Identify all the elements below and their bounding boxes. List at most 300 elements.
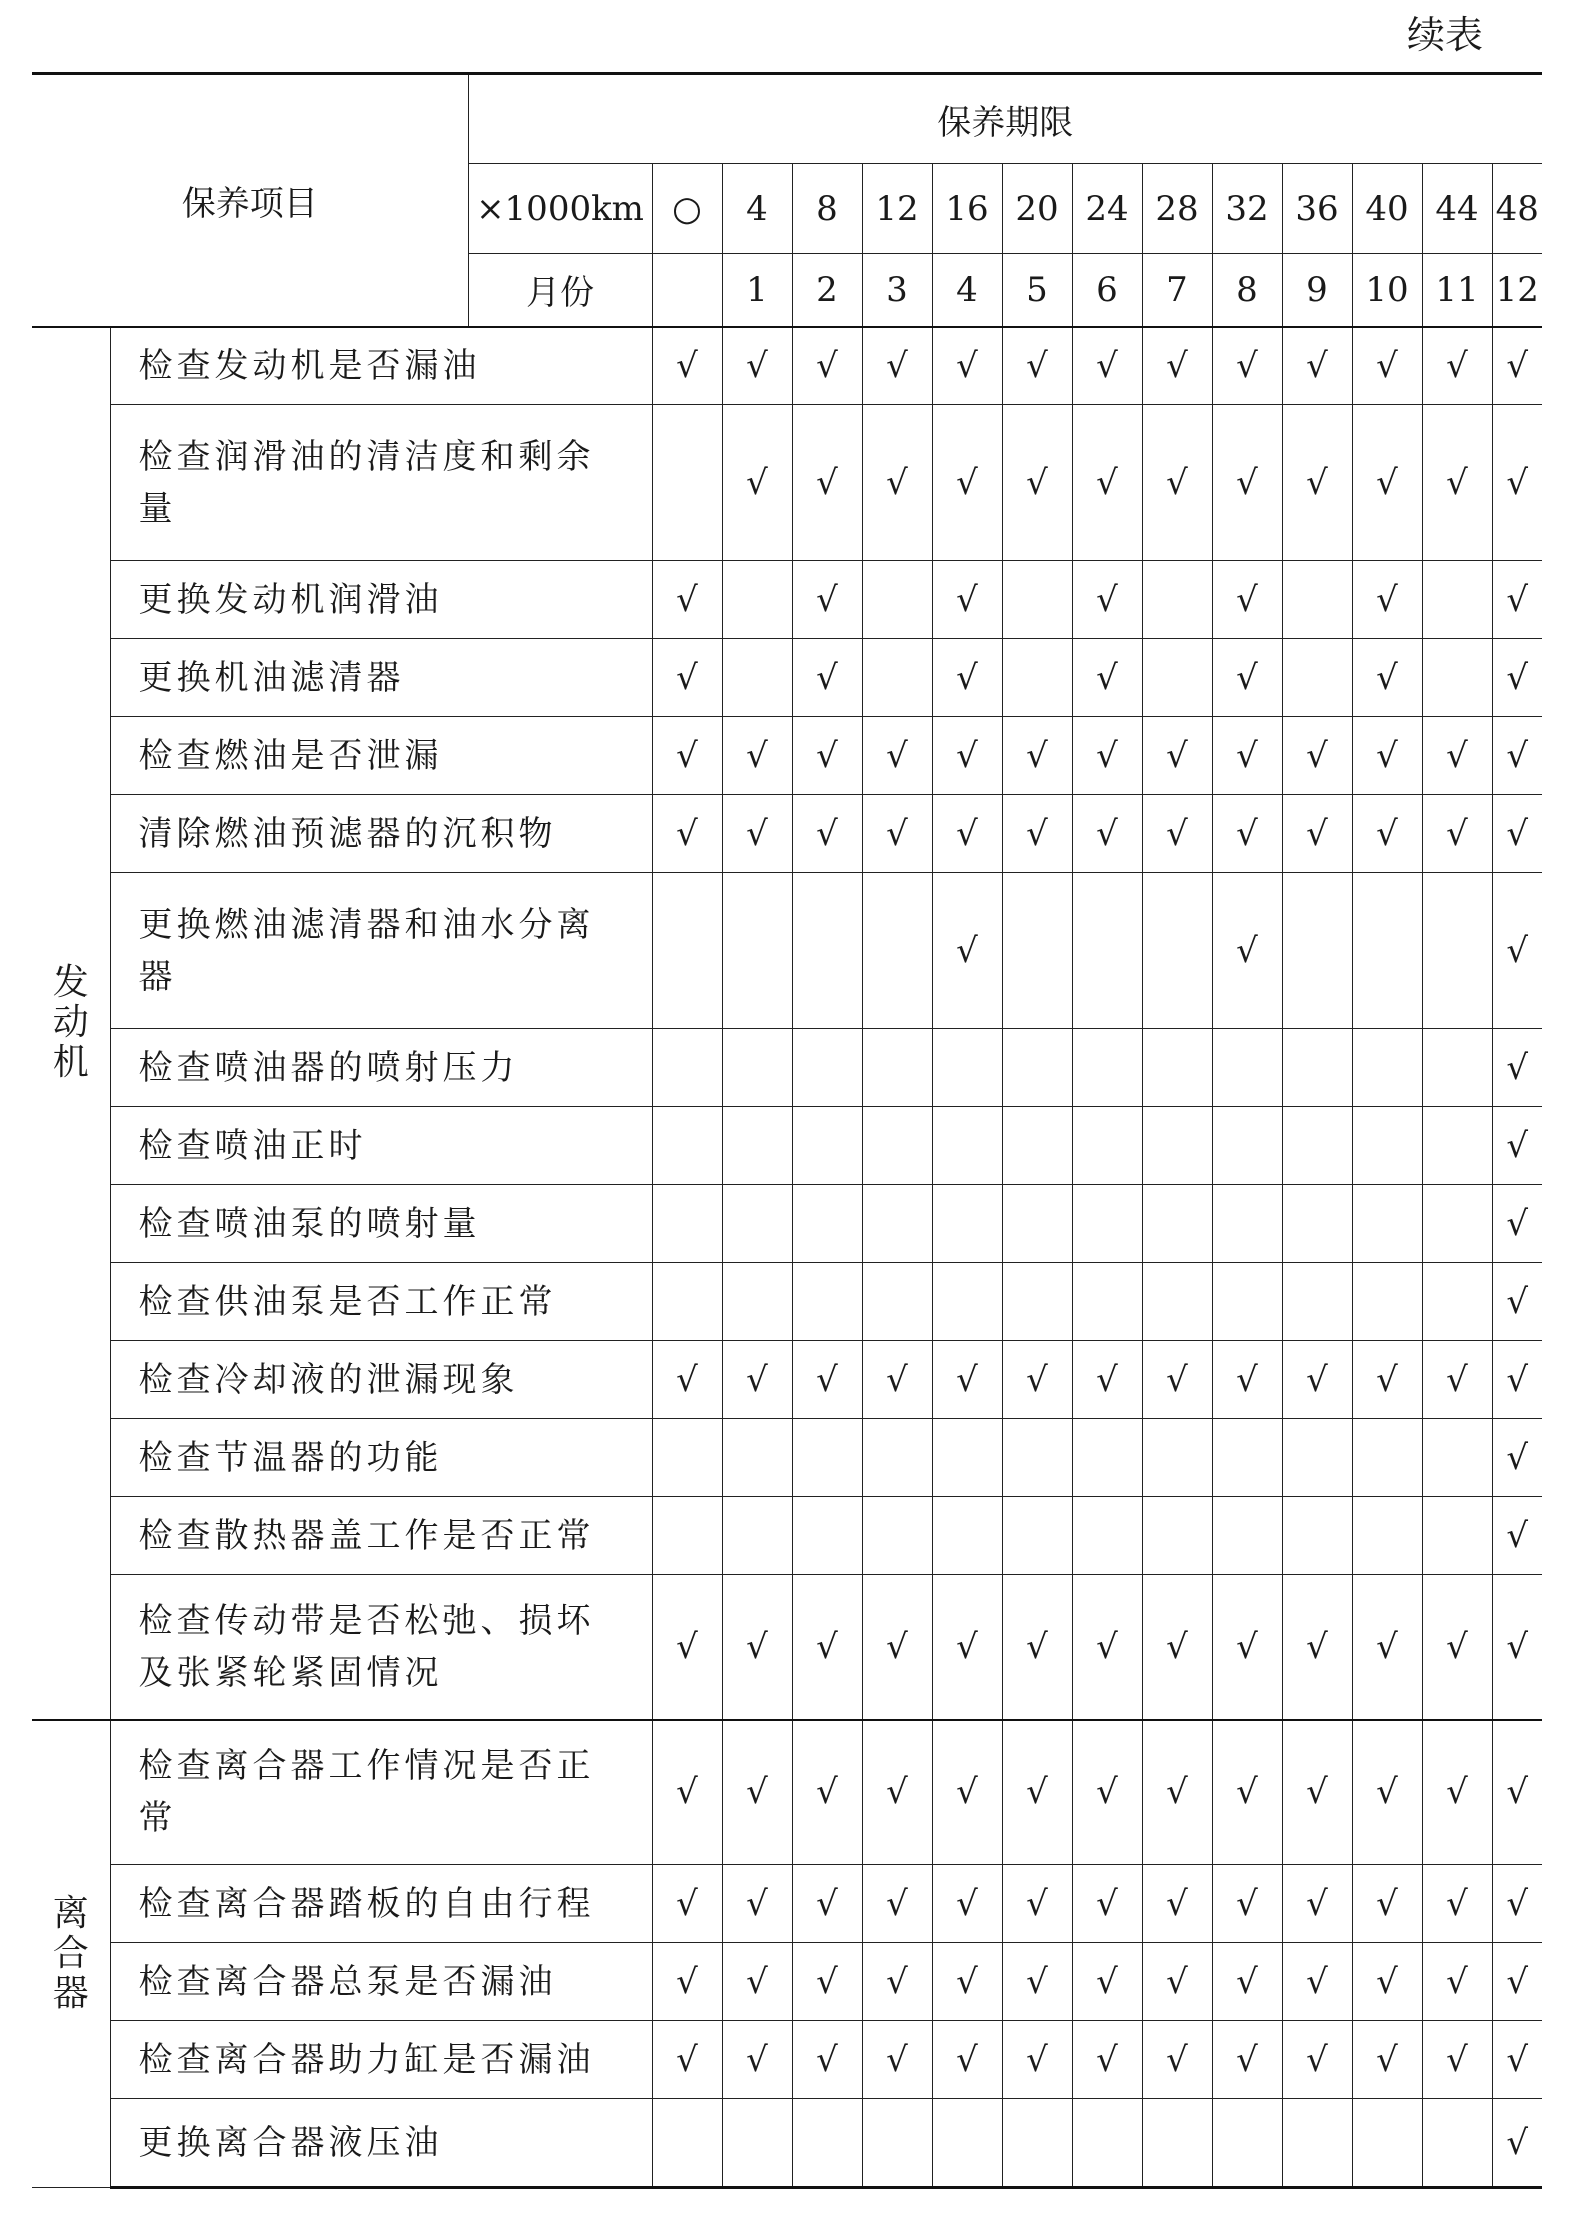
check-mark-cell: √ (1212, 405, 1282, 561)
check-mark-cell: √ (792, 717, 862, 795)
check-mark-cell: √ (1142, 327, 1212, 405)
check-mark-cell: √ (932, 327, 1002, 405)
check-mark-cell: √ (722, 2021, 792, 2099)
table-row (32, 795, 1542, 873)
km-value-cell: ○ (652, 164, 722, 254)
period-header-cell: 保养期限 (468, 74, 1542, 164)
empty-cell (1282, 1419, 1352, 1497)
empty-cell (1422, 1029, 1492, 1107)
check-mark-cell: √ (1352, 795, 1422, 873)
check-mark-cell: √ (1142, 1341, 1212, 1419)
check-mark-cell: √ (1002, 327, 1072, 405)
check-mark-cell: √ (1492, 1107, 1542, 1185)
table-row (32, 561, 1542, 639)
item-header-cell: 保养项目 (32, 74, 468, 327)
empty-cell (1002, 1185, 1072, 1263)
empty-cell (932, 2099, 1002, 2188)
check-mark-cell: √ (1212, 717, 1282, 795)
category-cell (32, 327, 110, 1720)
km-value-cell: 28 (1142, 164, 1212, 254)
table-row (32, 717, 1542, 795)
empty-cell (652, 1185, 722, 1263)
check-mark-cell: √ (722, 1943, 792, 2021)
check-mark-cell: √ (862, 1943, 932, 2021)
empty-cell (1142, 561, 1212, 639)
check-mark-cell: √ (1212, 1865, 1282, 1943)
check-mark-cell: √ (932, 2021, 1002, 2099)
check-mark-cell: √ (652, 1341, 722, 1419)
check-mark-cell: √ (1212, 639, 1282, 717)
empty-cell (1352, 2099, 1422, 2188)
check-mark-cell: √ (722, 795, 792, 873)
empty-cell (1212, 1497, 1282, 1575)
maintenance-item-cell: 更换燃油滤清器和油水分离器 (110, 873, 652, 1029)
check-mark-cell: √ (1212, 873, 1282, 1029)
check-mark-cell: √ (1072, 1943, 1142, 2021)
category-label: 发动机 (52, 962, 89, 1083)
check-mark-cell: √ (1352, 1943, 1422, 2021)
maintenance-item-cell: 更换机油滤清器 (110, 639, 652, 717)
empty-cell (862, 873, 932, 1029)
check-mark-cell: √ (932, 639, 1002, 717)
empty-cell (1282, 1185, 1352, 1263)
check-mark-cell: √ (1282, 327, 1352, 405)
empty-cell (652, 1107, 722, 1185)
check-mark-cell: √ (1422, 405, 1492, 561)
month-value-cell: 1 (722, 254, 792, 327)
empty-cell (862, 1419, 932, 1497)
table-row (32, 2021, 1542, 2099)
empty-cell (1002, 639, 1072, 717)
check-mark-cell: √ (652, 1943, 722, 2021)
empty-cell (1072, 1185, 1142, 1263)
continued-caption: 续表 (1406, 13, 1483, 57)
check-mark-cell: √ (1492, 561, 1542, 639)
month-label: 月份 (468, 254, 652, 327)
empty-cell (862, 1185, 932, 1263)
km-value-cell: 44 (1422, 164, 1492, 254)
check-mark-cell: √ (1492, 1943, 1542, 2021)
check-mark-cell: √ (1002, 1575, 1072, 1720)
check-mark-cell: √ (932, 1943, 1002, 2021)
check-mark-cell: √ (792, 2021, 862, 2099)
empty-cell (1282, 561, 1352, 639)
empty-cell (862, 2099, 932, 2188)
empty-cell (1142, 639, 1212, 717)
empty-cell (932, 1107, 1002, 1185)
empty-cell (1282, 2099, 1352, 2188)
check-mark-cell: √ (1072, 639, 1142, 717)
check-mark-cell: √ (1422, 1575, 1492, 1720)
maintenance-item-cell: 更换离合器液压油 (110, 2099, 652, 2188)
empty-cell (722, 1029, 792, 1107)
maintenance-item-cell: 检查发动机是否漏油 (110, 327, 652, 405)
check-mark-cell: √ (1212, 1341, 1282, 1419)
table-row (32, 873, 1542, 1029)
check-mark-cell: √ (722, 1341, 792, 1419)
check-mark-cell: √ (932, 1720, 1002, 1865)
empty-cell (652, 1263, 722, 1341)
check-mark-cell: √ (652, 2021, 722, 2099)
category-label: 离合器 (52, 1892, 89, 2014)
empty-cell (1072, 1497, 1142, 1575)
maintenance-item-cell: 检查离合器工作情况是否正常 (110, 1720, 652, 1865)
empty-cell (1422, 1263, 1492, 1341)
empty-cell (792, 873, 862, 1029)
table-row (32, 405, 1542, 561)
table-row (32, 1720, 1542, 1865)
empty-cell (722, 639, 792, 717)
maintenance-item-cell: 检查离合器总泵是否漏油 (110, 1943, 652, 2021)
empty-cell (1352, 1029, 1422, 1107)
check-mark-cell: √ (862, 1720, 932, 1865)
check-mark-cell: √ (792, 327, 862, 405)
empty-cell (1072, 1029, 1142, 1107)
table-body (32, 74, 1542, 2188)
check-mark-cell: √ (1352, 717, 1422, 795)
check-mark-cell: √ (862, 1575, 932, 1720)
check-mark-cell: √ (1072, 405, 1142, 561)
maintenance-item-cell: 检查离合器踏板的自由行程 (110, 1865, 652, 1943)
check-mark-cell: √ (1352, 2021, 1422, 2099)
check-mark-cell: √ (1492, 1185, 1542, 1263)
empty-cell (1002, 1263, 1072, 1341)
check-mark-cell: √ (1142, 717, 1212, 795)
month-value-cell: 6 (1072, 254, 1142, 327)
check-mark-cell: √ (1492, 639, 1542, 717)
empty-cell (1212, 1263, 1282, 1341)
km-value-cell: 12 (862, 164, 932, 254)
check-mark-cell: √ (1492, 1341, 1542, 1419)
check-mark-cell: √ (1142, 1720, 1212, 1865)
empty-cell (792, 2099, 862, 2188)
month-value-cell: 12 (1492, 254, 1542, 327)
km-value-cell: 36 (1282, 164, 1352, 254)
empty-cell (1142, 873, 1212, 1029)
empty-cell (1282, 1497, 1352, 1575)
check-mark-cell: √ (722, 405, 792, 561)
table-row (32, 639, 1542, 717)
empty-cell (1212, 2099, 1282, 2188)
month-value-cell: 8 (1212, 254, 1282, 327)
empty-cell (1352, 1497, 1422, 1575)
check-mark-cell: √ (1282, 717, 1352, 795)
check-mark-cell: √ (1072, 717, 1142, 795)
empty-cell (1422, 1107, 1492, 1185)
empty-cell (932, 1497, 1002, 1575)
empty-cell (932, 1263, 1002, 1341)
empty-cell (722, 1263, 792, 1341)
check-mark-cell: √ (652, 795, 722, 873)
month-value-cell: 10 (1352, 254, 1422, 327)
check-mark-cell: √ (792, 405, 862, 561)
table-row (32, 1419, 1542, 1497)
km-value-cell: 32 (1212, 164, 1282, 254)
check-mark-cell: √ (1352, 1341, 1422, 1419)
maintenance-table-wrapper (32, 72, 1542, 2189)
maintenance-schedule-table (32, 72, 1542, 2189)
check-mark-cell: √ (1492, 327, 1542, 405)
check-mark-cell: √ (1072, 2021, 1142, 2099)
table-row (32, 327, 1542, 405)
empty-cell (1072, 2099, 1142, 2188)
maintenance-item-cell: 检查润滑油的清洁度和剩余量 (110, 405, 652, 561)
check-mark-cell: √ (1492, 717, 1542, 795)
empty-cell (722, 1497, 792, 1575)
check-mark-cell: √ (1072, 795, 1142, 873)
empty-cell (1142, 1263, 1212, 1341)
empty-cell (1142, 1029, 1212, 1107)
empty-cell (1212, 1419, 1282, 1497)
check-mark-cell: √ (1142, 2021, 1212, 2099)
empty-cell (1422, 561, 1492, 639)
check-mark-cell: √ (792, 795, 862, 873)
empty-cell (1002, 561, 1072, 639)
empty-cell (1142, 2099, 1212, 2188)
empty-cell (1422, 1419, 1492, 1497)
empty-cell (722, 561, 792, 639)
empty-cell (1352, 1419, 1422, 1497)
maintenance-item-cell: 更换发动机润滑油 (110, 561, 652, 639)
month-value-cell (652, 254, 722, 327)
empty-cell (862, 1263, 932, 1341)
check-mark-cell: √ (1002, 717, 1072, 795)
check-mark-cell: √ (932, 1341, 1002, 1419)
table-row (32, 1575, 1542, 1720)
check-mark-cell: √ (1492, 1419, 1542, 1497)
maintenance-item-cell: 检查喷油器的喷射压力 (110, 1029, 652, 1107)
empty-cell (1422, 1497, 1492, 1575)
check-mark-cell: √ (1002, 1943, 1072, 2021)
empty-cell (1142, 1107, 1212, 1185)
check-mark-cell: √ (1282, 1575, 1352, 1720)
empty-cell (1282, 1263, 1352, 1341)
check-mark-cell: √ (652, 639, 722, 717)
empty-cell (1212, 1107, 1282, 1185)
check-mark-cell: √ (1002, 1865, 1072, 1943)
empty-cell (1072, 1419, 1142, 1497)
check-mark-cell: √ (652, 1575, 722, 1720)
empty-cell (1002, 873, 1072, 1029)
empty-cell (862, 639, 932, 717)
maintenance-item-cell: 检查离合器助力缸是否漏油 (110, 2021, 652, 2099)
empty-cell (722, 873, 792, 1029)
empty-cell (932, 1029, 1002, 1107)
km-value-cell: 48 (1492, 164, 1542, 254)
check-mark-cell: √ (1072, 1865, 1142, 1943)
empty-cell (1352, 1107, 1422, 1185)
check-mark-cell: √ (1212, 1575, 1282, 1720)
check-mark-cell: √ (1142, 405, 1212, 561)
check-mark-cell: √ (1492, 873, 1542, 1029)
km-value-cell: 8 (792, 164, 862, 254)
empty-cell (1142, 1419, 1212, 1497)
check-mark-cell: √ (1282, 1865, 1352, 1943)
check-mark-cell: √ (1212, 1943, 1282, 2021)
check-mark-cell: √ (722, 1865, 792, 1943)
maintenance-item-cell: 清除燃油预滤器的沉积物 (110, 795, 652, 873)
maintenance-item-cell: 检查冷却液的泄漏现象 (110, 1341, 652, 1419)
empty-cell (1142, 1185, 1212, 1263)
maintenance-item-cell: 检查喷油正时 (110, 1107, 652, 1185)
empty-cell (1142, 1497, 1212, 1575)
km-value-cell: 40 (1352, 164, 1422, 254)
table-row (32, 1185, 1542, 1263)
check-mark-cell: √ (1072, 327, 1142, 405)
empty-cell (652, 873, 722, 1029)
check-mark-cell: √ (1492, 1720, 1542, 1865)
empty-cell (722, 1419, 792, 1497)
empty-cell (1282, 873, 1352, 1029)
check-mark-cell: √ (1422, 2021, 1492, 2099)
check-mark-cell: √ (1002, 1720, 1072, 1865)
empty-cell (1002, 1497, 1072, 1575)
empty-cell (1422, 873, 1492, 1029)
empty-cell (1072, 1263, 1142, 1341)
empty-cell (652, 1419, 722, 1497)
empty-cell (1352, 1263, 1422, 1341)
empty-cell (932, 1185, 1002, 1263)
km-value-cell: 24 (1072, 164, 1142, 254)
empty-cell (722, 1107, 792, 1185)
table-row (32, 1341, 1542, 1419)
category-cell (32, 1720, 110, 2188)
empty-cell (1072, 1107, 1142, 1185)
check-mark-cell: √ (792, 561, 862, 639)
check-mark-cell: √ (652, 561, 722, 639)
check-mark-cell: √ (1212, 1720, 1282, 1865)
check-mark-cell: √ (1142, 1865, 1212, 1943)
check-mark-cell: √ (1492, 795, 1542, 873)
empty-cell (932, 1419, 1002, 1497)
km-unit-label: ×1000km (468, 164, 652, 254)
check-mark-cell: √ (862, 795, 932, 873)
check-mark-cell: √ (1142, 1575, 1212, 1720)
check-mark-cell: √ (862, 2021, 932, 2099)
check-mark-cell: √ (1352, 1720, 1422, 1865)
maintenance-item-cell: 检查传动带是否松弛、损坏及张紧轮紧固情况 (110, 1575, 652, 1720)
check-mark-cell: √ (862, 327, 932, 405)
maintenance-item-cell: 检查散热器盖工作是否正常 (110, 1497, 652, 1575)
check-mark-cell: √ (1422, 1943, 1492, 2021)
empty-cell (1002, 1419, 1072, 1497)
table-row (32, 1943, 1542, 2021)
check-mark-cell: √ (792, 1943, 862, 2021)
check-mark-cell: √ (792, 639, 862, 717)
check-mark-cell: √ (1492, 2021, 1542, 2099)
check-mark-cell: √ (1212, 2021, 1282, 2099)
check-mark-cell: √ (1492, 1497, 1542, 1575)
empty-cell (862, 1497, 932, 1575)
check-mark-cell: √ (652, 1865, 722, 1943)
empty-cell (862, 1107, 932, 1185)
empty-cell (1282, 639, 1352, 717)
km-value-cell: 4 (722, 164, 792, 254)
month-value-cell: 5 (1002, 254, 1072, 327)
check-mark-cell: √ (1072, 1575, 1142, 1720)
month-value-cell: 7 (1142, 254, 1212, 327)
check-mark-cell: √ (1282, 1720, 1352, 1865)
km-value-cell: 20 (1002, 164, 1072, 254)
maintenance-item-cell: 检查供油泵是否工作正常 (110, 1263, 652, 1341)
check-mark-cell: √ (932, 795, 1002, 873)
table-row (32, 1107, 1542, 1185)
check-mark-cell: √ (1492, 1575, 1542, 1720)
empty-cell (792, 1419, 862, 1497)
check-mark-cell: √ (1282, 405, 1352, 561)
check-mark-cell: √ (932, 561, 1002, 639)
maintenance-item-cell: 检查喷油泵的喷射量 (110, 1185, 652, 1263)
empty-cell (722, 2099, 792, 2188)
check-mark-cell: √ (1492, 2099, 1542, 2188)
check-mark-cell: √ (862, 717, 932, 795)
check-mark-cell: √ (1142, 1943, 1212, 2021)
empty-cell (1422, 1185, 1492, 1263)
empty-cell (792, 1497, 862, 1575)
check-mark-cell: √ (1002, 1341, 1072, 1419)
check-mark-cell: √ (1422, 327, 1492, 405)
check-mark-cell: √ (1422, 1720, 1492, 1865)
check-mark-cell: √ (1422, 1865, 1492, 1943)
empty-cell (1422, 639, 1492, 717)
check-mark-cell: √ (652, 1720, 722, 1865)
check-mark-cell: √ (932, 1575, 1002, 1720)
check-mark-cell: √ (1352, 405, 1422, 561)
check-mark-cell: √ (792, 1720, 862, 1865)
empty-cell (792, 1107, 862, 1185)
check-mark-cell: √ (1492, 1865, 1542, 1943)
check-mark-cell: √ (1352, 1865, 1422, 1943)
maintenance-item-cell: 检查节温器的功能 (110, 1419, 652, 1497)
table-row (32, 1865, 1542, 1943)
empty-cell (1002, 2099, 1072, 2188)
header-row-period (32, 74, 1542, 164)
check-mark-cell: √ (1422, 1341, 1492, 1419)
empty-cell (1212, 1029, 1282, 1107)
empty-cell (1002, 1029, 1072, 1107)
check-mark-cell: √ (1352, 327, 1422, 405)
month-value-cell: 2 (792, 254, 862, 327)
check-mark-cell: √ (1422, 795, 1492, 873)
check-mark-cell: √ (1282, 2021, 1352, 2099)
table-row (32, 1029, 1542, 1107)
empty-cell (862, 1029, 932, 1107)
check-mark-cell: √ (1212, 327, 1282, 405)
check-mark-cell: √ (1212, 561, 1282, 639)
empty-cell (1002, 1107, 1072, 1185)
table-row (32, 1263, 1542, 1341)
check-mark-cell: √ (1142, 795, 1212, 873)
check-mark-cell: √ (1352, 639, 1422, 717)
empty-cell (792, 1185, 862, 1263)
maintenance-item-cell: 检查燃油是否泄漏 (110, 717, 652, 795)
check-mark-cell: √ (1352, 1575, 1422, 1720)
empty-cell (722, 1185, 792, 1263)
month-value-cell: 9 (1282, 254, 1352, 327)
check-mark-cell: √ (1002, 795, 1072, 873)
check-mark-cell: √ (792, 1865, 862, 1943)
empty-cell (652, 2099, 722, 2188)
check-mark-cell: √ (792, 1341, 862, 1419)
check-mark-cell: √ (1282, 1943, 1352, 2021)
check-mark-cell: √ (932, 873, 1002, 1029)
empty-cell (1072, 873, 1142, 1029)
check-mark-cell: √ (1352, 561, 1422, 639)
check-mark-cell: √ (862, 1341, 932, 1419)
check-mark-cell: √ (932, 717, 1002, 795)
check-mark-cell: √ (1072, 1720, 1142, 1865)
empty-cell (862, 561, 932, 639)
